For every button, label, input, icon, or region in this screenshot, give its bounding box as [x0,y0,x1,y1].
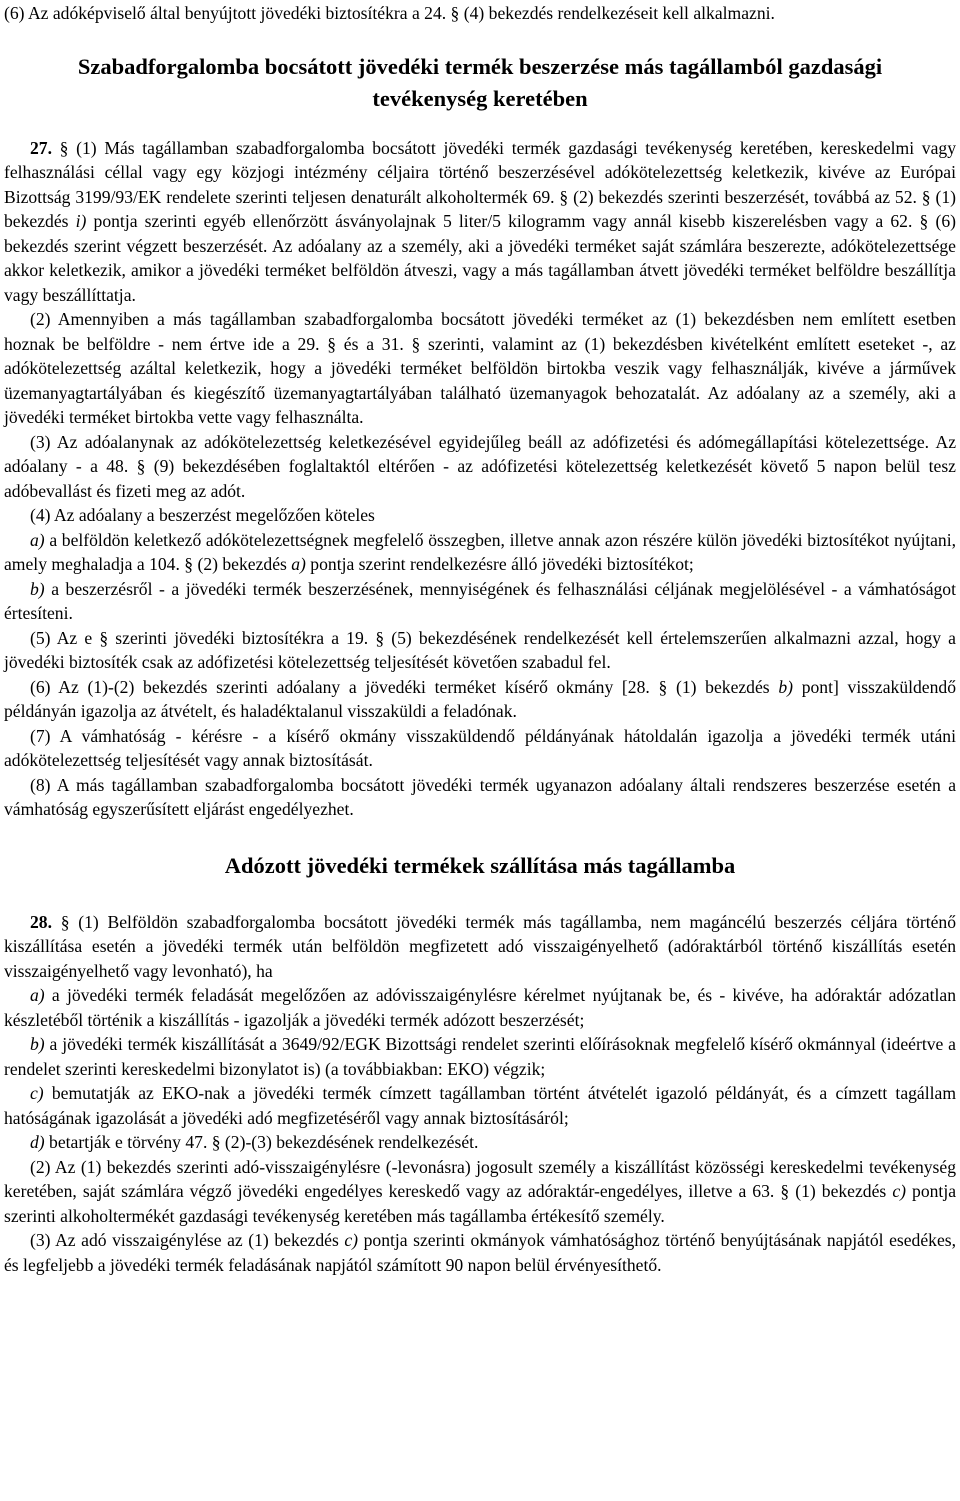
paragraph-27-8: (8) A más tagállamban szabadforgalomba bocsátott jövedéki termék ugyanazon adóalany általi rendszeres beszerzése esetén a vámhatóság egyszerűsített eljárást engedélyezhet. [4,774,956,819]
paragraph-27-1: 27. § (1) Más tagállamban szabadforgalomba bocsátott jövedéki termék gazdasági tevékenység keretében, kereskedelmi vagy felhasználási céllal vagy egy közjogi intézmény céljaira történő beszerzésével adókötelezettség keletkezik, kivéve az Európai Bizottság 3199/93/EK rendelete szerinti teljesen denaturált alkoholtermék 69. § (2) bekezdés szerinti beszerzését, továbbá az 52. § (1) bekezdés i) pontja szerinti egyéb ellenőrzött ásványolajnak 5 liter/5 kilogramm vagy annál kisebb kiszerelésben vagy a 62. § (6) bekezdés szerint végzett beszerzését. Az adóalany az a személy, aki a jövedéki terméket saját számlára beszerezte, adókötelezettsége akkor keletkezik, amikor a jövedéki terméket belföldön átveszi, vagy a más tagállamban átvett jövedéki terméket belföldre beszállítja vagy beszállíttatja. [4,137,956,305]
section-heading-szallitas: Adózott jövedéki termékek szállítása más tagállamba [224,852,736,878]
paragraph-28-1-b: b) a jövedéki termék kiszállítását a 3649/92/EGK Bizottsági rendelet szerinti előírásoknak megfelelő kísérő okmánnyal (ideértve a rendelet szerinti kereskedelmi bizonylatot is) (a továbbiakban: EKO) végzik; [4,1034,956,1079]
paragraph-27-6: (6) Az (1)-(2) bekezdés szerinti adóalany a jövedéki terméket kísérő okmány [28. § (1) bekezdés b) pont] visszaküldendő példányán igazolja az átvételt, és haladéktalanul visszaküldi a feladónak. [4,676,956,721]
paragraph-27-4-a: a) a belföldön keletkező adókötelezettségnek megfelelő összegben, illetve annak azon részére külön jövedéki biztosítékot nyújtani, amely meghaladja a 104. § (2) bekezdés a) pontja szerint rendelkezésre álló jövedéki biztosítékot; [4,529,956,574]
document-page [4,1,956,1277]
paragraph-27-3: (3) Az adóalanynak az adókötelezettség keletkezésével egyidejűleg beáll az adófizetési és adómegállapítási kötelezettsége. Az adóalany - a 48. § (9) bekezdésében foglaltaktól eltérően - az adófizetési kötelezettség keletkezését követő 5 napon belül tesz adóbevallást és fizeti meg az adót. [4,431,956,501]
paragraph-28-1-d: d) betartják e törvény 47. § (2)-(3) bekezdésének rendelkezését. [30,1132,479,1152]
paragraph-28-2: (2) Az (1) bekezdés szerinti adó-visszaigénylésre (-levonásra) jogosult személy a kiszállítást közösségi kereskedelmi tevékenység keretében, saját számlára végző jövedéki engedélyes kereskedő vagy az adóraktár-engedélyes, illetve a 63. § (1) bekezdés c) pontja szerinti alkoholtermékét gazdasági tevékenység keretében más tagállamba értékesítő személy. [4,1156,957,1226]
paragraph-27-2: (2) Amennyiben a más tagállamban szabadforgalomba bocsátott jövedéki terméket az (1) bekezdésben nem említett esetben hoznak be belföldre - nem értve ide a 29. § és a 31. § szerinti, valamint az (1) bekezdésben kivételként említett eseteket -, az adókötelezettség azáltal keletkezik, hogy a jövedéki terméket belföldön birtokba veszik vagy felhasználják, kivéve a járművek üzemanyagtartályában és kiegészítő üzemanyagtartályában található üzemanyagok behozatalát. Az adóalany az a személy, aki a jövedéki terméket birtokba vette vagy felhasználta. [4,309,956,427]
paragraph-27-4: (4) Az adóalany a beszerzést megelőzően köteles [30,505,375,525]
paragraph-27-7: (7) A vámhatóság - kérésre - a kísérő okmány visszaküldendő példányának hátoldalán igazolja a jövedéki termék utáni adókötelezettség teljesítését vagy annak biztosítását. [4,725,956,770]
paragraph-27-5: (5) Az e § szerinti jövedéki biztosítékra a 19. § (5) bekezdésének rendelkezését kell értelemszerűen alkalmazni azzal, hogy a jövedéki biztosíték csak az adófizetési kötelezettség teljesítését követően szabadul fel. [4,627,956,672]
paragraph-28-1-a: a) a jövedéki termék feladását megelőzően az adóvisszaigénylésre kérelmet nyújtanak be, és - kivéve, ha adóraktár adózatlan készletéből történik a kiszállítás - igazolják a jövedéki termék adózott beszerzését; [4,985,956,1030]
section-heading-beszerzes: Szabadforgalomba bocsátott jövedéki termék beszerzése más tagállamból gazdasági tevékenység keretében [77,53,883,111]
paragraph-28-3: (3) Az adó visszaigénylése az (1) bekezdés c) pontja szerinti okmányok vámhatósághoz történő benyújtásának napjától esedékes, és legfeljebb a jövedéki termék feladásának napjától számított 90 napon belül érvényesíthető. [4,1230,957,1275]
paragraph-6-adokepviselo: (6) Az adóképviselő által benyújtott jövedéki biztosítékra a 24. § (4) bekezdés rendelkezéseit kell alkalmazni. [4,3,775,23]
paragraph-28-1: 28. § (1) Belföldön szabadforgalomba bocsátott jövedéki termék más tagállamba, nem magáncélú beszerzés céljára történő kiszállítása esetén a jövedéki termék után belföldön megfizetett adó visszaigényelhető (adóraktárból történő kiszállítás esetén visszaigényelhető vagy levonható), ha [4,911,956,981]
paragraph-28-1-c: c) bemutatják az EKO-nak a jövedéki termék címzett tagállamban történt átvételét igazoló példányát, és a címzett tagállam hatóságának igazolását a jövedéki adó megfizetéséről vagy annak biztosításáról; [4,1083,956,1128]
paragraph-27-4-b: b) a beszerzésről - a jövedéki termék beszerzésének, mennyiségének és felhasználási céljának megjelölésével - a vámhatóságot értesíteni. [4,578,956,623]
